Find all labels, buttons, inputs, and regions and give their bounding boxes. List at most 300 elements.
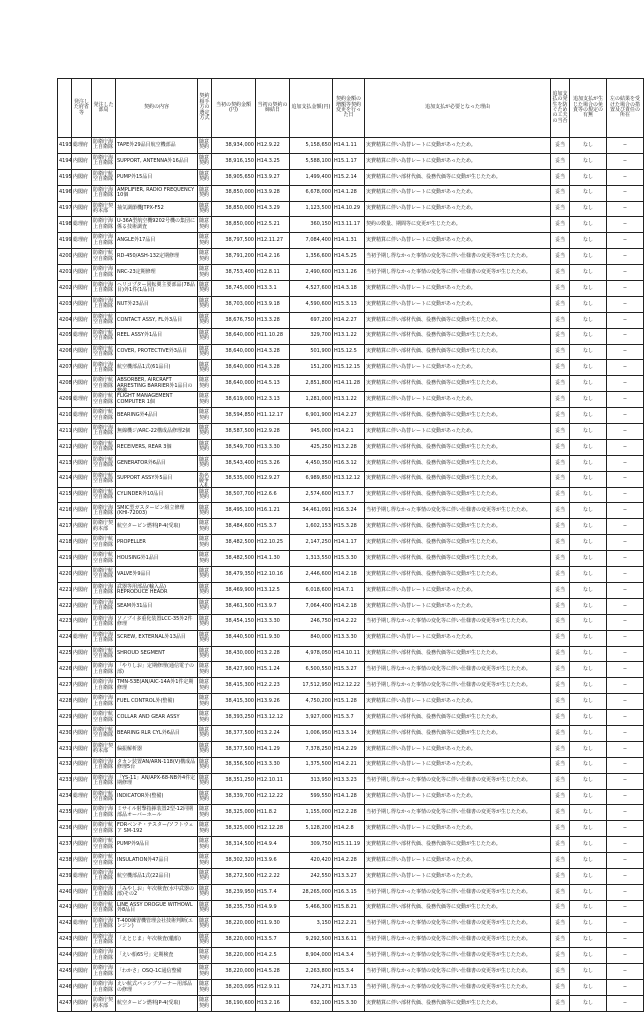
row-number-text: 4242 [59,920,72,927]
measures-cell-text: − [622,666,628,673]
row-number-text: 4232 [59,761,72,768]
ministry-cell-text: 総理府 [73,221,89,228]
reason-cell [365,551,551,567]
row-number-text: 4198 [59,221,72,228]
prevention-appropriateness-cell-text: 妥当 [554,777,565,784]
additional-amount-cell [290,201,333,217]
additional-amount-cell-text: 5,128,200 [305,825,331,832]
table-row [58,630,644,646]
change-date-cell-text: H15.1.17 [334,157,357,164]
initial-amount-cell-text: 38,507,700 [225,491,254,498]
selection-method-cell [198,614,212,630]
measures-cell [607,710,644,726]
selection-method-cell-text: 随意契約 [199,663,210,675]
contract-content-cell-text: NUT外23品目 [117,300,149,307]
row-number [58,439,72,455]
exemption-clause-cell [570,821,607,837]
change-date-cell [333,535,365,551]
measures-cell-text: − [622,729,628,736]
exemption-clause-cell-text: なし [582,173,593,180]
additional-amount-cell-text: 697,200 [310,316,331,323]
change-date-cell [333,948,365,964]
row-number-text: 4225 [59,650,72,657]
contract-content-cell-text: 「えとじま」年次検査(艦船) [117,936,181,943]
initial-amount-cell [212,185,256,201]
ministry-cell-text: 内閣府 [73,173,89,180]
measures-cell [607,153,644,169]
reason-cell [365,805,551,821]
change-date-cell-text: H14.3.18 [334,284,357,291]
change-date-cell [333,455,365,471]
reason-cell-text: 実費精算に伴い部材代価、役務代価等に変動が生じたため。 [366,713,501,720]
reason-cell-text: 実費精算に伴い部材代価、役務代価等に変動が生じたため。 [366,173,501,180]
selection-method-cell-text: 随意契約 [199,393,210,405]
prevention-appropriateness-cell [551,392,570,408]
contract-content-cell [116,741,198,757]
prevention-appropriateness-cell-text: 妥当 [554,682,565,689]
reason-cell [365,773,551,789]
initial-amount-cell-text: 38,703,000 [225,300,254,307]
change-date-cell [333,853,365,869]
measures-cell-text: − [622,682,628,689]
reason-cell [365,710,551,726]
reason-cell-text: 実費精算に伴い部材代価、役務代価等に変動が生じたため。 [366,570,501,577]
exemption-clause-cell [570,916,607,932]
reason-cell-text: 実費精算に伴い為替レートに変動があったため。 [366,141,476,148]
prevention-appropriateness-cell [551,678,570,694]
initial-amount-cell-text: 38,461,500 [225,602,254,609]
additional-amount-cell [290,678,333,694]
prevention-appropriateness-cell-text: 妥当 [554,618,565,625]
selection-method-cell [198,980,212,996]
contract-content-cell-text: 「わかさ」OSQ-1C通信整備 [117,968,182,975]
reason-cell-text: 実費精算に伴い為替レートに変動があったため。 [366,745,476,752]
table-row [58,153,644,169]
row-number [58,773,72,789]
contract-content-cell [116,630,198,646]
measures-cell [607,630,644,646]
measures-cell [607,837,644,853]
exemption-clause-cell [570,805,607,821]
initial-date-cell-text: H12.12.28 [257,825,284,832]
change-date-cell [333,900,365,916]
selection-method-cell [198,312,212,328]
header-additional-amount: 追加支払金額(円) [290,79,333,138]
ministry-cell [72,408,92,424]
measures-cell [607,916,644,932]
selection-method-cell-text: 随意契約 [199,695,210,707]
measures-cell-text: − [622,173,628,180]
department-cell [92,837,116,853]
initial-date-cell-text: H13.3.28 [257,316,280,323]
exemption-clause-cell-text: なし [582,825,593,832]
additional-amount-cell-text: 599,550 [310,793,331,800]
department-cell-text: 防衛庁海上自衛隊 [93,870,114,882]
initial-date-cell-text: H14.3.29 [257,205,280,212]
additional-amount-cell [290,932,333,948]
change-date-cell [333,344,365,360]
reason-cell [365,296,551,312]
contract-content-cell-text: SEAM外31品目 [117,602,153,609]
additional-amount-cell-text: 420,420 [310,856,331,863]
prevention-appropriateness-cell [551,487,570,503]
initial-amount-cell-text: 38,791,200 [225,252,254,259]
measures-cell [607,964,644,980]
measures-cell [607,773,644,789]
ministry-cell-text: 内閣府 [73,427,89,434]
contract-content-cell [116,455,198,471]
additional-amount-cell-text: 7,064,400 [305,602,331,609]
exemption-clause-cell-text: なし [582,634,593,641]
exemption-clause-cell [570,153,607,169]
additional-amount-cell-text: 2,574,600 [305,491,331,498]
initial-amount-cell [212,582,256,598]
prevention-appropriateness-cell [551,265,570,281]
initial-date-cell-text: H14.1.29 [257,745,280,752]
contract-content-cell-text: PUMP外15品目 [117,173,153,180]
exemption-clause-cell [570,741,607,757]
additional-amount-cell-text: 1,155,000 [305,809,331,816]
additional-amount-cell-text: 2,263,800 [305,968,331,975]
selection-method-cell-text: 随意契約 [199,568,210,580]
row-number [58,853,72,869]
ministry-cell [72,535,92,551]
change-date-cell-text: H13.3.14 [334,729,357,736]
reason-cell [365,884,551,900]
measures-cell-text: − [622,221,628,228]
measures-cell-text: − [622,968,628,975]
department-cell [92,153,116,169]
row-number [58,376,72,392]
change-date-cell-text: H15.12.15 [334,364,361,371]
reason-cell-text: 実費精算に伴い部材代価、役務代価等に変動が生じたため。 [366,999,501,1006]
row-number [58,964,72,980]
additional-amount-cell [290,964,333,980]
reason-cell [365,598,551,614]
exemption-clause-cell-text: なし [582,252,593,259]
initial-date-cell [256,757,290,773]
additional-amount-cell-text: 1,123,500 [305,205,331,212]
reason-cell-text: 実費精算に伴い為替レートに変動があったため。 [366,364,476,371]
initial-date-cell-text: H14.2.16 [257,252,280,259]
contract-content-cell [116,725,198,741]
contract-content-cell [116,249,198,265]
ministry-cell-text: 内閣府 [73,888,89,895]
change-date-cell-text: H14.5.25 [334,252,357,259]
header-reason: 追加支払が必要となった理由 [365,79,551,138]
row-number [58,900,72,916]
additional-amount-cell-text: 840,000 [310,634,331,641]
reason-cell [365,281,551,297]
ministry-cell [72,630,92,646]
reason-cell [365,694,551,710]
contract-content-cell [116,408,198,424]
table-row [58,853,644,869]
reason-cell-text: 実費精算に伴い部材代価、役務代価等に変動が生じたため。 [366,904,501,911]
row-number [58,567,72,583]
exemption-clause-cell [570,678,607,694]
measures-cell [607,789,644,805]
reason-cell-text: 当初予期し得なかった事情の変化等に伴い仕様書の変更等が生じたため。 [366,618,531,625]
reason-cell-text: 当初予期し得なかった事情の変化等に伴い仕様書の変更等が生じたため。 [366,952,531,959]
selection-method-cell [198,598,212,614]
table-row [58,201,644,217]
initial-amount-cell [212,328,256,344]
row-number [58,932,72,948]
measures-cell-text: − [622,252,628,259]
change-date-cell [333,296,365,312]
measures-cell [607,392,644,408]
exemption-clause-cell [570,773,607,789]
measures-cell-text: − [622,427,628,434]
department-cell-text: 防衛庁航空自衛隊 [93,170,114,183]
selection-method-cell-text: 随意契約 [199,774,210,787]
prevention-appropriateness-cell [551,281,570,297]
contract-content-cell [116,582,198,598]
additional-amount-cell [290,837,333,853]
contract-content-cell-text: 「YS-11」AN/APX-68-NB外4件定期修理 [117,774,196,787]
measures-cell-text: − [622,268,628,275]
contract-content-cell-text: 無線機ジ/ARC-22構成品修理2個 [117,427,191,434]
measures-cell-text: − [622,856,628,863]
change-date-cell [333,392,365,408]
exemption-clause-cell-text: なし [582,205,593,212]
selection-method-cell [198,328,212,344]
reason-cell-text: 実費精算に伴い部材代価、役務代価等に変動が生じたため。 [366,840,501,847]
row-number-text: 4229 [59,713,72,720]
row-number-text: 4201 [59,268,72,275]
initial-amount-cell [212,487,256,503]
exemption-clause-cell [570,598,607,614]
change-date-cell-text: H14.2.27 [334,316,357,323]
department-cell [92,678,116,694]
contract-content-cell-text: SUPPORT, ANTENNA外16品目 [117,157,189,164]
selection-method-cell [198,439,212,455]
exemption-clause-cell-text: なし [582,554,593,561]
exemption-clause-cell-text: なし [582,697,593,704]
table-row [58,535,644,551]
exemption-clause-cell [570,249,607,265]
reason-cell-text: 実費精算に伴い為替レートに変動があったため。 [366,761,476,768]
exemption-clause-cell [570,996,607,1012]
additional-amount-cell-text: 1,375,500 [305,761,331,768]
reason-cell [365,185,551,201]
measures-cell [607,233,644,249]
selection-method-cell [198,694,212,710]
selection-method-cell [198,153,212,169]
change-date-cell [333,646,365,662]
selection-method-cell [198,249,212,265]
exemption-clause-cell [570,424,607,440]
ministry-cell-text: 総理府 [73,793,89,800]
measures-cell-text: − [622,332,628,339]
prevention-appropriateness-cell-text: 妥当 [554,443,565,450]
contract-content-cell-text: 「やりしお」定期修理(通信電子の部) [117,663,194,675]
contract-content-cell [116,312,198,328]
change-date-cell [333,996,365,1012]
initial-date-cell-text: H12.10.25 [257,539,284,545]
contract-content-cell [116,900,198,916]
ministry-cell [72,932,92,948]
additional-amount-cell-text: 8,904,000 [305,952,331,959]
initial-amount-cell [212,201,256,217]
additional-amount-cell [290,233,333,249]
exemption-clause-cell [570,868,607,884]
change-date-cell [333,773,365,789]
contract-content-cell [116,439,198,455]
table-row [58,487,644,503]
reason-cell [365,312,551,328]
exemption-clause-cell-text: なし [582,761,593,768]
additional-amount-cell-text: 945,000 [310,427,331,434]
reason-cell-text: 実費精算に伴い為替レートに変動があったため。 [366,189,476,196]
prevention-appropriateness-cell-text: 妥当 [554,554,565,561]
initial-date-cell [256,837,290,853]
measures-cell-text: − [622,602,628,609]
row-number-text: 4202 [59,284,72,291]
additional-amount-cell [290,439,333,455]
exemption-clause-cell-text: なし [582,936,593,943]
initial-date-cell-text: H13.9.6 [257,856,277,863]
prevention-appropriateness-cell-text: 妥当 [554,380,565,387]
measures-cell [607,424,644,440]
initial-amount-cell [212,312,256,328]
exemption-clause-cell-text: なし [582,348,593,355]
initial-amount-cell-text: 38,850,000 [225,221,254,228]
contract-content-cell [116,424,198,440]
department-cell-text: 防衛庁海上自衛隊 [93,218,114,230]
row-number-text: 4219 [59,554,72,561]
selection-method-cell-text: 随意契約 [199,615,210,628]
row-number [58,710,72,726]
department-cell-text: 防衛庁航空自衛隊 [93,329,114,342]
contract-content-cell [116,376,198,395]
ministry-cell [72,662,92,678]
additional-amount-cell [290,948,333,964]
department-cell-text: 防衛庁海上自衛隊 [93,583,114,596]
change-date-cell-text: H13.1.22 [334,332,357,339]
reason-cell [365,392,551,408]
ministry-cell [72,328,92,344]
contract-content-cell-text: COVER, PROTECTIVE外3品目 [117,348,187,355]
change-date-cell-text: H15.11.19 [334,840,361,847]
measures-cell [607,821,644,837]
initial-date-cell-text: H12.2.22 [257,872,280,879]
prevention-appropriateness-cell [551,694,570,710]
ministry-cell [72,281,92,297]
ministry-cell-text: 内閣府 [73,856,89,863]
contract-content-cell-text: 航空機部品1式(61品目) [117,364,171,371]
ministry-cell [72,424,92,440]
ministry-cell [72,996,92,1012]
reason-cell [365,487,551,503]
department-cell-text: 防衛庁契約本部 [93,520,114,532]
change-date-cell-text: H15.1.28 [334,697,357,704]
row-number [58,996,72,1012]
contract-table [57,78,644,1012]
header-measures-responsibility: 左の結果を受けた場合の措置及び責任の所在 [607,79,644,138]
additional-amount-cell-text: 632,100 [310,999,331,1006]
exemption-clause-cell-text: なし [582,268,593,275]
ministry-cell [72,249,92,265]
measures-cell [607,487,644,503]
department-cell [92,773,116,789]
ministry-cell-text: 内閣府 [73,825,89,832]
contract-content-cell [116,503,198,519]
department-cell-text: 防衛庁航空自衛隊 [93,472,114,485]
table-row [58,471,644,487]
reason-cell-text: 実費精算に伴い部材代価、役務代価等に変動が生じたため。 [366,523,501,530]
exemption-clause-cell-text: なし [582,539,593,545]
prevention-appropriateness-cell-text: 妥当 [554,602,565,609]
ministry-cell-text: 内閣府 [73,936,89,943]
initial-date-cell-text: H13.12.5 [257,586,280,593]
row-number-text: 4195 [59,173,72,180]
table-row [58,138,644,154]
initial-amount-cell [212,424,256,440]
additional-amount-cell-text: 6,018,600 [305,586,331,593]
initial-date-cell [256,646,290,662]
measures-cell [607,408,644,424]
change-date-cell [333,567,365,583]
initial-date-cell-text: H13.9.27 [257,173,280,180]
measures-cell [607,249,644,265]
change-date-cell [333,980,365,996]
department-cell [92,455,116,471]
additional-amount-cell [290,630,333,646]
table-row [58,805,644,821]
exemption-clause-cell-text: なし [582,570,593,577]
measures-cell-text: − [622,952,628,959]
change-date-cell-text: H14.10.29 [334,205,361,212]
exemption-clause-cell [570,344,607,360]
contract-content-cell [116,487,198,503]
initial-date-cell-text: H12.9.27 [257,475,280,482]
prevention-appropriateness-cell-text: 妥当 [554,284,565,291]
row-number [58,646,72,662]
initial-date-cell-text: H12.9.11 [257,983,280,990]
exemption-clause-cell [570,392,607,408]
row-number [58,471,72,487]
additional-amount-cell [290,471,333,487]
prevention-appropriateness-cell [551,741,570,757]
reason-cell-text: 実費精算に伴い為替レートに変動があったため。 [366,395,476,402]
table-row [58,932,644,948]
ministry-cell [72,789,92,805]
prevention-appropriateness-cell-text: 妥当 [554,904,565,911]
prevention-appropriateness-cell-text: 妥当 [554,840,565,847]
reason-cell [365,424,551,440]
additional-amount-cell-text: 5,466,300 [305,904,331,911]
ministry-cell-text: 内閣府 [73,252,89,259]
department-cell-text: 防衛庁海上自衛隊 [93,186,114,199]
reason-cell [365,948,551,964]
exemption-clause-cell-text: なし [582,316,593,323]
exemption-clause-cell-text: なし [582,650,593,657]
selection-method-cell-text: 随意契約 [199,965,210,977]
contract-content-cell [116,614,198,630]
ministry-cell-text: 内閣府 [73,380,89,387]
selection-method-cell-text: 随意契約 [199,631,210,644]
initial-amount-cell-text: 38,203,095 [225,983,254,990]
table-row [58,821,644,837]
initial-amount-cell-text: 38,640,000 [225,380,254,387]
initial-amount-cell-text: 38,482,500 [225,554,254,561]
ministry-cell [72,185,92,201]
measures-cell-text: − [622,825,628,832]
selection-method-cell-text: 随意契約 [199,154,210,167]
ministry-cell [72,551,92,567]
